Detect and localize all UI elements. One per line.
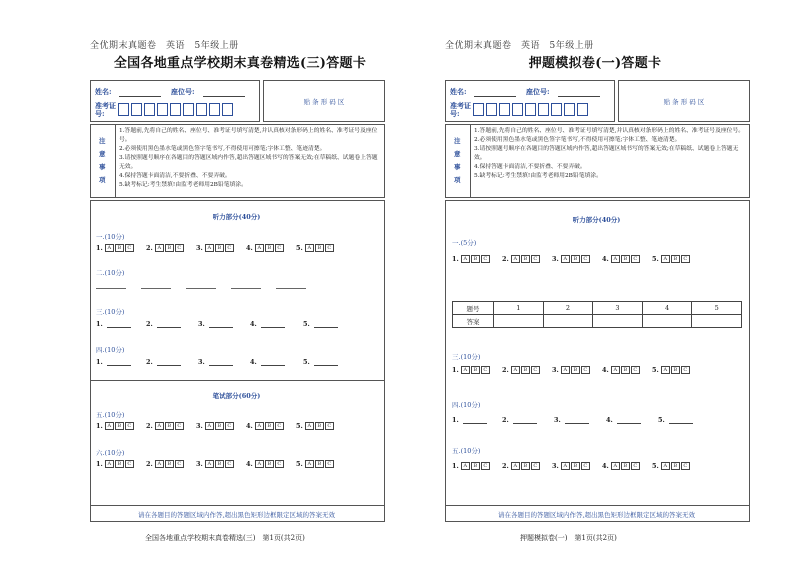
barcode-label: 贴 条 形 码 区 — [303, 98, 345, 106]
mc-question[interactable]: 2. A B C — [502, 462, 541, 470]
table-cell: 2 — [543, 302, 593, 315]
mc-question[interactable]: 1. A B C — [452, 366, 491, 374]
notice-item: 5.缺考标记:考生禁填!由监考老师用2B铅笔填涂。 — [474, 173, 602, 179]
answer-cell[interactable] — [494, 315, 544, 328]
mc-question[interactable]: 5. A B C — [652, 366, 691, 374]
blank-question[interactable]: 3. — [554, 416, 589, 424]
notice-item: 4.保持答题卡面清洁,不要折叠、不要弄破。 — [119, 173, 231, 179]
blank-question[interactable]: 5. — [658, 416, 693, 424]
mc-question[interactable]: 3. A B C — [552, 366, 591, 374]
notice-box — [445, 124, 750, 198]
notice-item: 2.必须使用黑色墨水笔或黑色签字笔书写,不得使用可擦笔;字体工整、笔迹清楚。 — [119, 146, 326, 152]
notice-item: 5.缺考标记:考生禁填!由监考老师用2B铅笔填涂。 — [119, 182, 247, 188]
card-title: 全国各地重点学校期末真卷精选(三)答题卡 — [113, 56, 367, 71]
notice-list — [474, 127, 746, 181]
notice-box — [90, 124, 385, 198]
mc-question[interactable]: 4. A B C — [246, 422, 285, 430]
mc-question[interactable]: 2. A B C — [502, 366, 541, 374]
notice-item: 3.请按照题号顺序在各题目的答题区域内作答,超出答题区域书写的答案无效;在草稿纸、试题卷上答题无效。 — [119, 155, 378, 170]
seat-label: 座位号: — [526, 87, 550, 96]
table-cell: 4 — [642, 302, 692, 315]
student-info-box — [90, 80, 260, 122]
barcode-area — [618, 80, 750, 122]
mc-question[interactable]: 3. A B C — [196, 460, 235, 468]
barcode-area — [263, 80, 385, 122]
mc-question[interactable]: 5. A B C — [296, 460, 335, 468]
blank-question[interactable]: 4. — [250, 358, 285, 366]
exam-number-label: 准考证号: — [95, 101, 116, 118]
section-1-label: 一.(10分) — [96, 233, 125, 241]
barcode-label: 贴 条 形 码 区 — [663, 98, 705, 106]
section-5-label: 五.(10分) — [96, 411, 125, 419]
warning-text: 请在各题目的答题区域内作答,超出黑色矩形边框限定区域的答案无效 — [497, 511, 696, 519]
mc-question[interactable]: 5. A B C — [652, 462, 691, 470]
mc-question[interactable]: 2. A B C — [146, 244, 185, 252]
answer-area — [445, 200, 750, 522]
blank-question[interactable]: 4. — [250, 320, 285, 328]
mc-question[interactable]: 1. A B C — [96, 244, 135, 252]
blank-question[interactable]: 2. — [502, 416, 537, 424]
answer-cell[interactable] — [543, 315, 593, 328]
mc-question[interactable]: 3. A B C — [196, 244, 235, 252]
notice-item: 1.答题前,先将自己的姓名、座位号、准考证号填写清楚,并认真核对条形码上的姓名、准考证号及座位号。 — [119, 128, 378, 143]
blank-question[interactable]: 4. — [606, 416, 641, 424]
notice-item: 1.答题前,先将自己的姓名、座位号、准考证号填写清楚,并认真核对条形码上的姓名、准考证号及座位号。 — [474, 128, 745, 134]
mc-question[interactable]: 5. A B C — [296, 422, 335, 430]
mc-question[interactable]: 3. A B C — [552, 462, 591, 470]
table-cell: 5 — [692, 302, 742, 315]
answer-table — [452, 301, 742, 328]
mc-question[interactable]: 1. A B C — [96, 460, 135, 468]
notice-item: 2.必须使用黑色墨水笔或黑色签字笔书写,不得使用可擦笔;字体工整、笔迹清楚。 — [474, 137, 681, 143]
blank-question[interactable]: 5. — [303, 320, 338, 328]
name-field[interactable] — [119, 87, 161, 97]
name-field[interactable] — [474, 87, 516, 97]
mc-question[interactable]: 1. A B C — [452, 255, 491, 263]
writing-title: 笔试部分(60分) — [212, 392, 261, 400]
name-label: 姓名: — [95, 87, 112, 96]
seat-field[interactable] — [558, 87, 600, 97]
blank-question[interactable]: 1. — [96, 358, 131, 366]
section-5-label: 五.(10分) — [452, 447, 481, 455]
listening-title: 听力部分(40分) — [212, 213, 261, 221]
notice-item: 4.保持答题卡面清洁,不要折叠、不要弄破。 — [474, 164, 586, 170]
listening-title: 听力部分(40分) — [572, 216, 621, 224]
table-row-label: 答案 — [453, 315, 494, 328]
notice-list — [119, 127, 381, 190]
section-4-label: 四.(10分) — [452, 401, 481, 409]
page-footer: 全国各地重点学校期末真卷精选(三) 第1页(共2页) — [145, 534, 305, 542]
exam-number-label: 准考证号: — [450, 101, 471, 118]
mc-question[interactable]: 4. A B C — [246, 244, 285, 252]
blank-question[interactable]: 1. — [96, 320, 131, 328]
notice-item: 3.请按照题号顺序在各题目的答题区域内作答,超出答题区域书写的答案无效;在草稿纸、试题卷上答题无效。 — [474, 146, 739, 161]
mc-question[interactable]: 4. A B C — [602, 366, 641, 374]
mc-question[interactable]: 2. A B C — [502, 255, 541, 263]
mc-question[interactable]: 4. A B C — [246, 460, 285, 468]
blank-question[interactable]: 3. — [198, 358, 233, 366]
mc-question[interactable]: 1. A B C — [96, 422, 135, 430]
seat-label: 座位号: — [171, 87, 195, 96]
mc-question[interactable]: 4. A B C — [602, 462, 641, 470]
mc-question[interactable]: 5. A B C — [652, 255, 691, 263]
student-info-box — [445, 80, 615, 122]
section-3-label: 三.(10分) — [96, 308, 125, 316]
mc-question[interactable]: 2. A B C — [146, 422, 185, 430]
seat-field[interactable] — [203, 87, 245, 97]
header-text: 全优期末真题卷 英语 5年级上册 — [445, 41, 594, 51]
card-title: 押题模拟卷(一)答题卡 — [528, 56, 662, 71]
blank-question[interactable]: 2. — [146, 320, 181, 328]
header-text: 全优期末真题卷 英语 5年级上册 — [90, 41, 239, 51]
warning-text: 请在各题目的答题区域内作答,超出黑色矩形边框限定区域的答案无效 — [137, 511, 336, 519]
table-cell: 3 — [593, 302, 643, 315]
blank-question[interactable]: 5. — [303, 358, 338, 366]
answer-cell[interactable] — [642, 315, 692, 328]
section-3-label: 三.(10分) — [452, 353, 481, 361]
notice-label: 注意事项 — [454, 137, 461, 184]
table-row-label: 题号 — [453, 302, 494, 315]
table-cell: 1 — [494, 302, 544, 315]
exam-number-cells[interactable] — [473, 103, 590, 116]
answer-cell[interactable] — [593, 315, 643, 328]
name-label: 姓名: — [450, 87, 467, 96]
section-4-label: 四.(10分) — [96, 346, 125, 354]
mc-question[interactable]: 3. A B C — [196, 422, 235, 430]
section-6-label: 六.(10分) — [96, 449, 125, 457]
section-1-label: 一.(5分) — [452, 239, 477, 247]
section-2-label: 二.(10分) — [96, 269, 125, 277]
blank-question[interactable]: 3. — [198, 320, 233, 328]
exam-number-cells[interactable] — [118, 103, 235, 116]
blank-question[interactable]: 1. — [452, 416, 487, 424]
mc-question[interactable]: 3. A B C — [552, 255, 591, 263]
notice-label: 注意事项 — [99, 137, 106, 184]
blank-question[interactable]: 2. — [146, 358, 181, 366]
mc-question[interactable]: 1. A B C — [452, 462, 491, 470]
mc-question[interactable]: 5. A B C — [296, 244, 335, 252]
answer-cell[interactable] — [692, 315, 742, 328]
mc-question[interactable]: 4. A B C — [602, 255, 641, 263]
mc-question[interactable]: 2. A B C — [146, 460, 185, 468]
page-footer: 押题模拟卷(一) 第1页(共2页) — [520, 534, 617, 542]
